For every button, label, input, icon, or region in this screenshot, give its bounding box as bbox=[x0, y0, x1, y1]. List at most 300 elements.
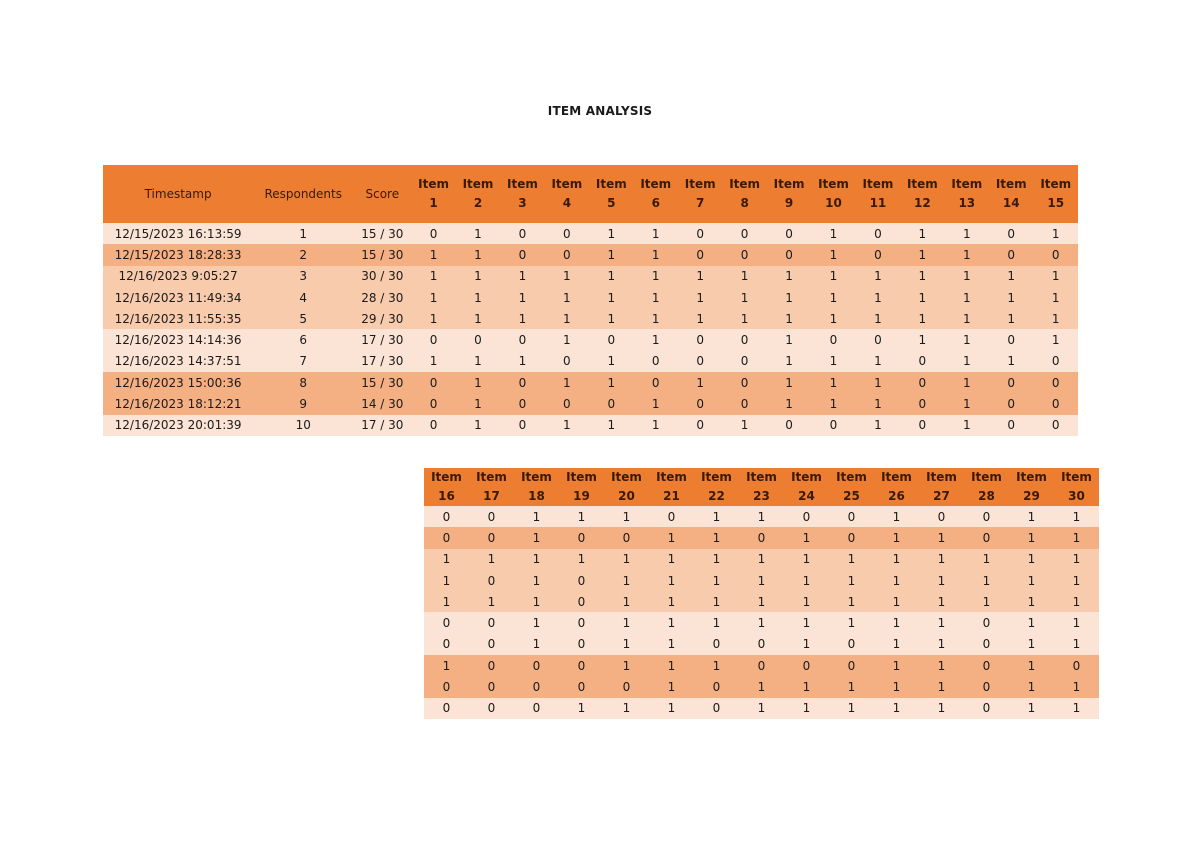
table-cell: 0 bbox=[757, 658, 766, 673]
table-cell: 0 bbox=[667, 509, 676, 524]
table-cell: 1 bbox=[607, 290, 616, 305]
table-cell: 0 bbox=[829, 418, 838, 433]
table-cell: 1 bbox=[667, 616, 676, 631]
table-cell: 0 bbox=[1007, 333, 1016, 348]
table-cell: 0 bbox=[577, 637, 586, 652]
table-cell: 0 bbox=[577, 530, 586, 545]
table-cell: 1 bbox=[1051, 311, 1060, 326]
table-cell: 0 bbox=[487, 637, 496, 652]
table-cell: 0 bbox=[847, 530, 856, 545]
table-cell: 12/16/2023 14:14:36 bbox=[114, 333, 242, 348]
table-cell: 1 bbox=[607, 375, 616, 390]
table-cell: 1 bbox=[829, 375, 838, 390]
table-cell: 1 bbox=[740, 311, 749, 326]
table-cell: 28 / 30 bbox=[361, 290, 404, 305]
table-cell: 12/16/2023 15:00:36 bbox=[114, 375, 242, 390]
table-cell: 0 bbox=[847, 637, 856, 652]
table-cell: 0 bbox=[622, 530, 631, 545]
table-cell: 1 bbox=[937, 616, 946, 631]
table-cell: 7 bbox=[299, 354, 308, 369]
table-cell: 1 bbox=[607, 418, 616, 433]
table-cell: 12/16/2023 20:01:39 bbox=[114, 418, 242, 433]
table-cell: 0 bbox=[740, 333, 749, 348]
table-cell: 1 bbox=[1051, 226, 1060, 241]
table-row bbox=[424, 591, 1099, 612]
table-cell: 0 bbox=[532, 658, 541, 673]
table-cell: 0 bbox=[607, 333, 616, 348]
table-cell: 1 bbox=[1072, 552, 1081, 567]
table-cell: 0 bbox=[1051, 375, 1060, 390]
column-header: Timestamp bbox=[103, 165, 253, 223]
table-cell: 0 bbox=[474, 333, 482, 348]
table-cell: 1 bbox=[474, 354, 482, 369]
table-cell: 1 bbox=[577, 509, 586, 524]
table-cell: 12/15/2023 18:28:33 bbox=[114, 247, 242, 262]
table-cell: 1 bbox=[892, 594, 901, 609]
table-cell: 1 bbox=[651, 311, 660, 326]
table-cell: 0 bbox=[982, 680, 991, 695]
table-cell: 1 bbox=[1072, 530, 1081, 545]
table-cell: 1 bbox=[962, 269, 971, 284]
table-cell: 1 bbox=[667, 658, 676, 673]
table-cell: 1 bbox=[622, 616, 631, 631]
table-cell: 1 bbox=[1072, 680, 1081, 695]
table-row bbox=[424, 549, 1099, 570]
table-cell: 10 bbox=[295, 418, 311, 433]
table-cell: 1 bbox=[429, 354, 438, 369]
table-row bbox=[103, 244, 1078, 265]
table-cell: 0 bbox=[757, 530, 766, 545]
column-header: Item 28 bbox=[964, 468, 1009, 506]
table-cell: 1 bbox=[937, 637, 946, 652]
table-cell: 1 bbox=[892, 680, 901, 695]
column-header: Item 2 bbox=[456, 165, 500, 223]
table-cell: 1 bbox=[785, 269, 793, 284]
column-header: Item 18 bbox=[514, 468, 559, 506]
table-row bbox=[424, 527, 1099, 548]
table-cell: 0 bbox=[847, 509, 856, 524]
table-cell: 0 bbox=[651, 375, 660, 390]
table-row bbox=[103, 351, 1078, 372]
table-cell: 1 bbox=[651, 247, 660, 262]
table-cell: 0 bbox=[696, 418, 704, 433]
table-cell: 1 bbox=[874, 354, 882, 369]
table-cell: 0 bbox=[982, 701, 991, 716]
table-cell: 1 bbox=[829, 397, 838, 412]
column-header: Item 9 bbox=[767, 165, 811, 223]
table-cell: 1 bbox=[474, 269, 482, 284]
table-cell: 1 bbox=[918, 226, 927, 241]
table-row bbox=[103, 329, 1078, 350]
table-cell: 0 bbox=[577, 573, 586, 588]
table-cell: 0 bbox=[696, 397, 704, 412]
table-cell: 0 bbox=[847, 658, 856, 673]
table-cell: 1 bbox=[1027, 680, 1036, 695]
table-cell: 0 bbox=[982, 509, 991, 524]
table-cell: 1 bbox=[1027, 658, 1036, 673]
table-cell: 1 bbox=[442, 573, 451, 588]
column-header: Item 10 bbox=[811, 165, 855, 223]
table-cell: 12/16/2023 18:12:21 bbox=[114, 397, 242, 412]
table-cell: 0 bbox=[696, 247, 704, 262]
table-cell: 1 bbox=[532, 573, 541, 588]
table-cell: 1 bbox=[712, 530, 721, 545]
table-cell: 1 bbox=[532, 637, 541, 652]
table-cell: 1 bbox=[563, 311, 571, 326]
column-header: Item 27 bbox=[919, 468, 964, 506]
table-cell: 0 bbox=[802, 509, 811, 524]
column-header: Item 3 bbox=[500, 165, 544, 223]
table-cell: 0 bbox=[429, 333, 438, 348]
table-cell: 1 bbox=[847, 573, 856, 588]
table-cell: 1 bbox=[474, 311, 482, 326]
table-cell: 1 bbox=[847, 680, 856, 695]
table-cell: 0 bbox=[563, 226, 571, 241]
table-cell: 0 bbox=[442, 637, 451, 652]
table-cell: 0 bbox=[487, 573, 496, 588]
table-cell: 1 bbox=[802, 680, 811, 695]
table-cell: 1 bbox=[532, 552, 541, 567]
table-cell: 1 bbox=[892, 509, 901, 524]
table-cell: 0 bbox=[712, 637, 721, 652]
table-cell: 1 bbox=[847, 701, 856, 716]
column-header: Item 15 bbox=[1033, 165, 1078, 223]
table-cell: 1 bbox=[667, 573, 676, 588]
column-header: Item 24 bbox=[784, 468, 829, 506]
table-cell: 1 bbox=[757, 509, 766, 524]
table-cell: 1 bbox=[1027, 530, 1036, 545]
table-cell: 1 bbox=[847, 552, 856, 567]
table-cell: 1 bbox=[474, 375, 482, 390]
column-header: Item 22 bbox=[694, 468, 739, 506]
table-cell: 1 bbox=[1027, 552, 1036, 567]
table-cell: 1 bbox=[1051, 269, 1060, 284]
table-cell: 1 bbox=[442, 594, 451, 609]
table-cell: 0 bbox=[577, 658, 586, 673]
table-cell: 1 bbox=[785, 311, 793, 326]
table-cell: 0 bbox=[874, 247, 882, 262]
table-cell: 0 bbox=[442, 616, 451, 631]
table-cell: 1 bbox=[712, 658, 721, 673]
table-row bbox=[424, 570, 1099, 591]
column-header: Item 30 bbox=[1054, 468, 1099, 506]
table-cell: 0 bbox=[607, 397, 616, 412]
table-cell: 1 bbox=[474, 397, 482, 412]
table-cell: 1 bbox=[962, 247, 971, 262]
table-cell: 1 bbox=[1027, 509, 1036, 524]
table-cell: 1 bbox=[918, 247, 927, 262]
table-cell: 1 bbox=[712, 616, 721, 631]
table-cell: 17 / 30 bbox=[361, 418, 404, 433]
table-cell: 0 bbox=[785, 418, 793, 433]
table-cell: 1 bbox=[442, 552, 451, 567]
table-cell: 1 bbox=[874, 311, 882, 326]
table-cell: 1 bbox=[874, 418, 882, 433]
table-cell: 12/16/2023 11:49:34 bbox=[114, 290, 242, 305]
table-cell: 0 bbox=[1007, 226, 1016, 241]
table-cell: 1 bbox=[937, 701, 946, 716]
table-cell: 1 bbox=[740, 269, 749, 284]
table-cell: 1 bbox=[1072, 573, 1081, 588]
table-cell: 0 bbox=[518, 226, 527, 241]
table-cell: 0 bbox=[1007, 375, 1016, 390]
table-cell: 1 bbox=[651, 290, 660, 305]
table-cell: 1 bbox=[532, 616, 541, 631]
table-cell: 1 bbox=[1072, 594, 1081, 609]
table-cell: 1 bbox=[962, 418, 971, 433]
table-cell: 1 bbox=[1072, 637, 1081, 652]
column-header: Item 1 bbox=[411, 165, 455, 223]
table-cell: 1 bbox=[563, 418, 571, 433]
table-cell: 0 bbox=[532, 701, 541, 716]
table-cell: 1 bbox=[740, 290, 749, 305]
table-cell: 1 bbox=[874, 269, 882, 284]
table-cell: 1 bbox=[937, 573, 946, 588]
table-cell: 1 bbox=[487, 594, 496, 609]
table-cell: 0 bbox=[563, 397, 571, 412]
item-analysis-table-items-1-15 bbox=[103, 165, 1078, 436]
table-cell: 1 bbox=[874, 375, 882, 390]
table-cell: 0 bbox=[442, 680, 451, 695]
table-cell: 0 bbox=[874, 333, 882, 348]
table-cell: 1 bbox=[607, 311, 616, 326]
item-analysis-table-items-16-30 bbox=[424, 468, 1099, 719]
table-cell: 1 bbox=[918, 290, 927, 305]
table-cell: 0 bbox=[622, 680, 631, 695]
table-cell: 15 / 30 bbox=[361, 375, 404, 390]
column-header: Item 23 bbox=[739, 468, 784, 506]
column-header: Item 14 bbox=[989, 165, 1033, 223]
table-cell: 0 bbox=[577, 680, 586, 695]
table-cell: 1 bbox=[518, 269, 527, 284]
table-cell: 1 bbox=[518, 354, 527, 369]
table-cell: 1 bbox=[622, 509, 631, 524]
table-cell: 1 bbox=[474, 226, 482, 241]
table-cell: 1 bbox=[532, 509, 541, 524]
table-cell: 0 bbox=[577, 616, 586, 631]
table-cell: 1 bbox=[712, 509, 721, 524]
table-cell: 1 bbox=[622, 701, 631, 716]
table-cell: 0 bbox=[1007, 418, 1016, 433]
table-cell: 1 bbox=[651, 418, 660, 433]
column-header: Item 16 bbox=[424, 468, 469, 506]
table-cell: 1 bbox=[785, 354, 793, 369]
table-cell: 1 bbox=[918, 311, 927, 326]
table-cell: 1 bbox=[651, 226, 660, 241]
table-cell: 1 bbox=[474, 418, 482, 433]
table-cell: 1 bbox=[1027, 616, 1036, 631]
table-cell: 1 bbox=[696, 311, 704, 326]
table-cell: 12/15/2023 16:13:59 bbox=[114, 226, 242, 241]
table-cell: 0 bbox=[696, 333, 704, 348]
column-header: Item 13 bbox=[945, 165, 989, 223]
table-cell: 1 bbox=[962, 226, 971, 241]
table-cell: 15 / 30 bbox=[361, 247, 404, 262]
table-row bbox=[103, 223, 1078, 244]
table-row bbox=[103, 287, 1078, 308]
table-cell: 0 bbox=[937, 509, 946, 524]
column-header: Item 7 bbox=[678, 165, 722, 223]
table-cell: 17 / 30 bbox=[361, 333, 404, 348]
table-cell: 1 bbox=[474, 290, 482, 305]
column-header: Item 11 bbox=[856, 165, 900, 223]
table-cell: 1 bbox=[892, 701, 901, 716]
table-cell: 1 bbox=[1027, 701, 1036, 716]
table-cell: 4 bbox=[299, 290, 308, 305]
table-cell: 1 bbox=[577, 552, 586, 567]
table-cell: 1 bbox=[892, 637, 901, 652]
table-cell: 0 bbox=[487, 701, 496, 716]
table-cell: 0 bbox=[740, 354, 749, 369]
table-cell: 1 bbox=[622, 552, 631, 567]
table-cell: 1 bbox=[892, 530, 901, 545]
table-cell: 1 bbox=[962, 397, 971, 412]
table-cell: 0 bbox=[487, 616, 496, 631]
table-cell: 0 bbox=[487, 658, 496, 673]
table-cell: 1 bbox=[829, 269, 838, 284]
table-cell: 0 bbox=[740, 226, 749, 241]
table-cell: 1 bbox=[563, 333, 571, 348]
table-cell: 1 bbox=[1072, 509, 1081, 524]
table-cell: 9 bbox=[299, 397, 308, 412]
table-cell: 1 bbox=[785, 333, 793, 348]
table-cell: 0 bbox=[1007, 247, 1016, 262]
table-cell: 1 bbox=[622, 637, 631, 652]
table-cell: 0 bbox=[740, 247, 749, 262]
table-cell: 0 bbox=[429, 418, 438, 433]
table-cell: 1 bbox=[518, 311, 527, 326]
table-cell: 0 bbox=[487, 680, 496, 695]
table-cell: 0 bbox=[518, 397, 527, 412]
table-cell: 1 bbox=[802, 594, 811, 609]
table-cell: 1 bbox=[937, 530, 946, 545]
table-cell: 30 / 30 bbox=[361, 269, 404, 284]
table-cell: 1 bbox=[962, 333, 971, 348]
table-cell: 0 bbox=[696, 226, 704, 241]
table-cell: 1 bbox=[518, 290, 527, 305]
table-cell: 1 bbox=[712, 552, 721, 567]
table-cell: 1 bbox=[740, 418, 749, 433]
table-cell: 0 bbox=[487, 509, 496, 524]
table-cell: 1 bbox=[892, 552, 901, 567]
table-cell: 1 bbox=[607, 269, 616, 284]
table-cell: 0 bbox=[563, 247, 571, 262]
table-cell: 1 bbox=[829, 226, 838, 241]
table-cell: 2 bbox=[299, 247, 308, 262]
table-cell: 1 bbox=[667, 701, 676, 716]
column-header: Item 19 bbox=[559, 468, 604, 506]
table-cell: 0 bbox=[429, 375, 438, 390]
table-cell: 1 bbox=[785, 375, 793, 390]
table-cell: 1 bbox=[962, 375, 971, 390]
table-cell: 0 bbox=[442, 509, 451, 524]
table-cell: 1 bbox=[667, 530, 676, 545]
table-cell: 0 bbox=[785, 226, 793, 241]
table-cell: 12/16/2023 9:05:27 bbox=[118, 269, 238, 284]
table-cell: 1 bbox=[442, 658, 451, 673]
table-cell: 0 bbox=[563, 354, 571, 369]
table-cell: 15 / 30 bbox=[361, 226, 404, 241]
column-header: Item 17 bbox=[469, 468, 514, 506]
table-cell: 1 bbox=[563, 290, 571, 305]
table-cell: 0 bbox=[712, 701, 721, 716]
table-cell: 1 bbox=[1072, 616, 1081, 631]
table-cell: 1 bbox=[892, 616, 901, 631]
table-cell: 1 bbox=[667, 680, 676, 695]
table-cell: 0 bbox=[1007, 397, 1016, 412]
table-cell: 0 bbox=[757, 637, 766, 652]
table-cell: 1 bbox=[829, 290, 838, 305]
table-cell: 1 bbox=[1051, 333, 1060, 348]
table-cell: 1 bbox=[785, 397, 793, 412]
table-cell: 1 bbox=[802, 552, 811, 567]
table-cell: 1 bbox=[847, 594, 856, 609]
table-cell: 5 bbox=[299, 311, 308, 326]
table-cell: 1 bbox=[1072, 701, 1081, 716]
table-cell: 0 bbox=[918, 397, 927, 412]
table-row bbox=[103, 372, 1078, 393]
table-cell: 1 bbox=[1007, 290, 1016, 305]
table-header-row bbox=[103, 165, 1078, 223]
table-cell: 1 bbox=[802, 616, 811, 631]
table-cell: 1 bbox=[607, 247, 616, 262]
table-cell: 0 bbox=[487, 530, 496, 545]
table-row bbox=[424, 612, 1099, 633]
table-cell: 0 bbox=[429, 397, 438, 412]
table-cell: 0 bbox=[518, 418, 527, 433]
table-cell: 1 bbox=[563, 269, 571, 284]
table-cell: 0 bbox=[1072, 658, 1081, 673]
column-header: Item 20 bbox=[604, 468, 649, 506]
table-cell: 1 bbox=[651, 333, 660, 348]
table-cell: 1 bbox=[982, 594, 991, 609]
table-cell: 12/16/2023 11:55:35 bbox=[114, 311, 242, 326]
table-cell: 1 bbox=[696, 269, 704, 284]
table-cell: 14 / 30 bbox=[361, 397, 404, 412]
column-header: Item 29 bbox=[1009, 468, 1054, 506]
table-cell: 0 bbox=[532, 680, 541, 695]
table-cell: 1 bbox=[757, 680, 766, 695]
table-cell: 0 bbox=[442, 530, 451, 545]
table-cell: 1 bbox=[607, 354, 616, 369]
table-cell: 1 bbox=[829, 354, 838, 369]
table-cell: 0 bbox=[918, 354, 927, 369]
table-cell: 1 bbox=[651, 269, 660, 284]
table-cell: 1 bbox=[1051, 290, 1060, 305]
table-cell: 1 bbox=[874, 290, 882, 305]
table-cell: 0 bbox=[651, 354, 660, 369]
table-cell: 1 bbox=[607, 226, 616, 241]
table-cell: 1 bbox=[429, 247, 438, 262]
table-cell: 1 bbox=[667, 594, 676, 609]
table-cell: 1 bbox=[937, 552, 946, 567]
table-cell: 1 bbox=[696, 290, 704, 305]
table-row bbox=[103, 393, 1078, 414]
table-cell: 0 bbox=[518, 375, 527, 390]
table-row bbox=[424, 655, 1099, 676]
table-cell: 1 bbox=[429, 269, 438, 284]
column-header: Respondents bbox=[253, 165, 353, 223]
table-cell: 0 bbox=[442, 701, 451, 716]
table-cell: 8 bbox=[299, 375, 308, 390]
table-cell: 1 bbox=[651, 397, 660, 412]
table-cell: 0 bbox=[982, 658, 991, 673]
table-cell: 17 / 30 bbox=[361, 354, 404, 369]
table-cell: 0 bbox=[829, 333, 838, 348]
table-header-row bbox=[424, 468, 1099, 506]
table-cell: 0 bbox=[982, 530, 991, 545]
table-cell: 1 bbox=[667, 637, 676, 652]
